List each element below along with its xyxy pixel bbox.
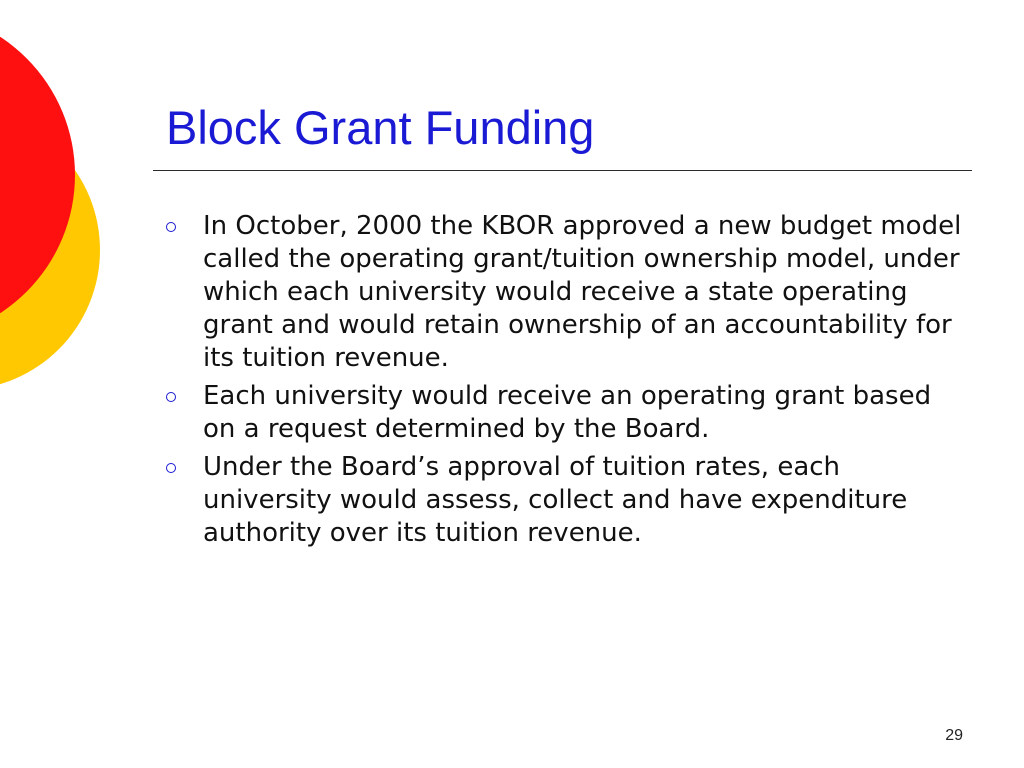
hollow-circle-icon <box>166 463 176 473</box>
bullet-item <box>166 451 966 550</box>
bullet-text: In October, 2000 the KBOR approved a new budget model called the operating grant/tuition ownership model, under which each university would receive a state operating grant and would retain ownership of an accountability for its tuition revenue. <box>203 211 962 373</box>
bullet-text: Under the Board’s approval of tuition rates, each university would assess, collect and have expenditure authority over its tuition revenue. <box>203 452 908 548</box>
bullet-text: Each university would receive an operating grant based on a request determined by the Board. <box>203 381 932 444</box>
hollow-circle-icon <box>166 222 176 232</box>
hollow-circle-icon <box>166 392 176 402</box>
title-divider <box>153 170 972 171</box>
slide-title: Block Grant Funding <box>166 101 595 154</box>
bullet-item <box>166 210 966 375</box>
decorative-circles <box>0 0 120 420</box>
bullet-item <box>166 380 966 446</box>
slide-number: 29 <box>945 727 963 744</box>
bullet-list <box>166 210 966 555</box>
